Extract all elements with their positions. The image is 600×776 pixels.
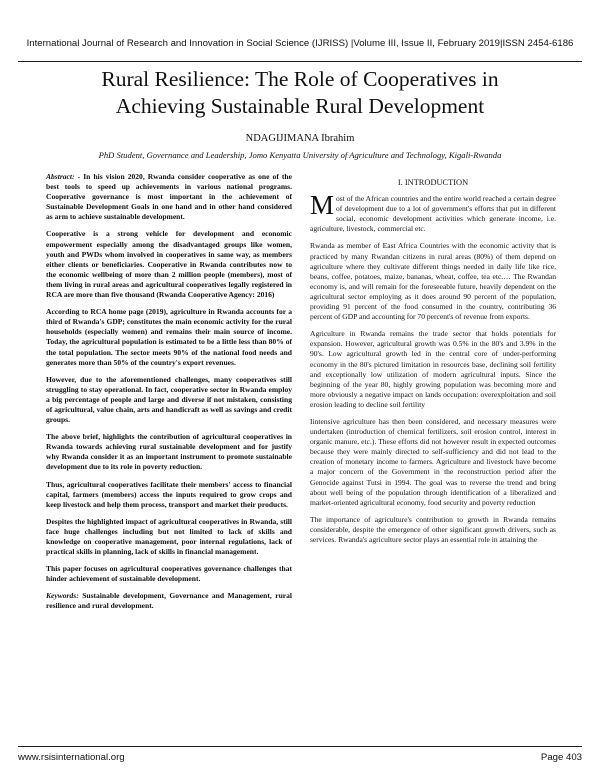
intro-paragraph: Rwanda as member of East Africa Countries with the economic activity that is practiced by many Rwandan citizens in rural areas (80%) of them depend on agriculture where they cultivate different things needed in daily life like rice, beans, coffee, potatoes, maize, bananas, wheat, coffee, tea etc.… The Rwandan economy is, and will remain for the foreseeable future, heavily dependent on the agricultural sector employing as it does around 90 percent of the population, providing 91 percent of the food consumed in the country, contributing 36 percent of GDP and accounting for 70 percent's of revenue from exports.: [310, 241, 556, 322]
abstract-column: [46, 172, 292, 619]
drop-cap: M: [310, 190, 335, 221]
keywords-text: Sustainable development, Governance and Management, rural resilience and rural development.: [46, 591, 292, 611]
abstract-paragraph: Thus, agricultural cooperatives facilitate their members' access to financial capital, farmers (members) access the inputs required to grow crops and keep livestock and help them process, transport and market their products.: [46, 479, 292, 509]
author-affiliation: PhD Student, Governance and Leadership, Jomo Kenyatta University of Agriculture and Technology, Kigali-Rwanda: [98, 150, 502, 160]
abstract-text: In his vision 2020, Rwanda consider cooperative as one of the best tools to speed up achievements in various national programs. Cooperative governance is most important in the achievement of Sustainable Development Goals in one hand and in other hand considered as arm to achieve sustainable development.: [46, 172, 292, 222]
intro-paragraph: [310, 190, 556, 234]
journal-header-text: International Journal of Research and Innovation in Social Science (IJRISS) |Volume III, Issue II, February 2019|ISSN 2454-6186: [26, 38, 574, 49]
keywords-label: Keywords:: [46, 591, 79, 601]
abstract-paragraph: Despites the highlighted impact of agricultural cooperatives in Rwanda, still face huge challenges including but not limited to lack of skills and knowledge on cooperative management, poor internal regulations, lack of practical skills in planning, lack of skills in financial management.: [46, 516, 292, 557]
abstract-paragraph: However, due to the aforementioned challenges, many cooperatives still struggling to stay operational. In fact, cooperative sector in Rwanda employ a big percentage of people and large and diverse if not mistaken, consisting of agricultural, value chain, arts and handicraft as well as savings and credit groups.: [46, 374, 292, 425]
intro-paragraph: The importance of agriculture's contribution to growth in Rwanda remains considerable, despite the emergence of other significant growth drivers, such as services. Rwanda's agriculture sector plays an essential role in attaining the: [310, 514, 556, 544]
abstract-paragraph: The above brief, highlights the contribution of agricultural cooperatives in Rwanda towards achieving rural sustainable development and for justify why Rwanda consider it as an important instrument to promote sustainable development due to its role in poverty reduction.: [46, 432, 292, 472]
abstract-paragraph: According to RCA home page (2019), agriculture in Rwanda accounts for a third of Rwanda's GDP; constitutes the main economic activity for the rural households (especially women) and remains their main source of income. Today, the agricultural population is estimated to be a little less than 80% of the total population. The sector meets 90% of the national food needs and generates more than 50% of the country's export revenues.: [46, 307, 292, 367]
paper-title: [0, 66, 600, 120]
abstract-paragraph: This paper focuses on agricultural cooperatives governance challenges that hinder achievement of sustainable development.: [46, 564, 292, 584]
abstract-paragraph: [46, 172, 292, 222]
author-name: NDAGIJIMANA Ibrahim: [245, 133, 355, 144]
abstract-label: Abstract: -: [46, 172, 81, 181]
footer-website: www.rsisinternational.org: [18, 752, 125, 763]
title-line-1: Rural Resilience: The Role of Cooperatives in: [101, 67, 499, 91]
page-footer: [18, 746, 582, 763]
intro-paragraph: Iintensive agriculture has then been considered, and necessary measures were undertaken (introduction of chemical fertilizers, soil erosion control, interest in organic manure, etc.). These efforts did not however result in expected outcomes because they were mainly directed to self-sufficiency and did not lead to the creation of monetary income to farmers. Agriculture and livestock have become a major concern of the Government in the reconstruction period after the Genocide against Tutsi in 1994. The goal was to reverse the trend and bring about well being of the population through identification of a liberalized and market-oriented agricultural economy, food security and poverty reduction: [310, 416, 556, 507]
footer-page-number: Page 403: [540, 752, 582, 763]
journal-header: [18, 38, 582, 62]
keywords: [46, 591, 292, 611]
section-heading: I. INTRODUCTION: [397, 178, 469, 187]
intro-text: ost of the African countries and the entire world reached a certain degree of development due to a lot of government's efforts that put in different social, economic development activities which generate income, i.e. agriculture, livestock, commercial etc.: [310, 194, 556, 234]
intro-paragraph: Agriculture in Rwanda remains the trade sector that holds potentials for expansion. However, agricultural growth was 0.5% in the 80's and 3.9% in the 90's. Low agricultural growth led in the central core of under-performing economy in the 80's pictured limitation in resources base, declining soil fertility and exceptionally low utilization of modern agricultural inputs. Since the beginning of the year 80, highly growing population was becoming more and more obviously a negative impact on lands occupation: overexploitation and soil erosion leading to decline soil fertility: [310, 329, 556, 409]
title-line-2: Achieving Sustainable Rural Development: [115, 94, 485, 118]
abstract-paragraph: Cooperative is a strong vehicle for development and economic empowerment especially among the disadvantaged groups like women, youth and PWDs whom involved in cooperatives in same way, as members either clients or beneficiaries. Cooperative in Rwanda contributes now to the economic wellbeing of more than 2 million people (members), most of them living in rural areas and agricultural cooperatives legally registered in RCA are more than five thousand (Rwanda Cooperative Agency: 2016): [46, 229, 292, 300]
introduction-column: [310, 178, 556, 552]
